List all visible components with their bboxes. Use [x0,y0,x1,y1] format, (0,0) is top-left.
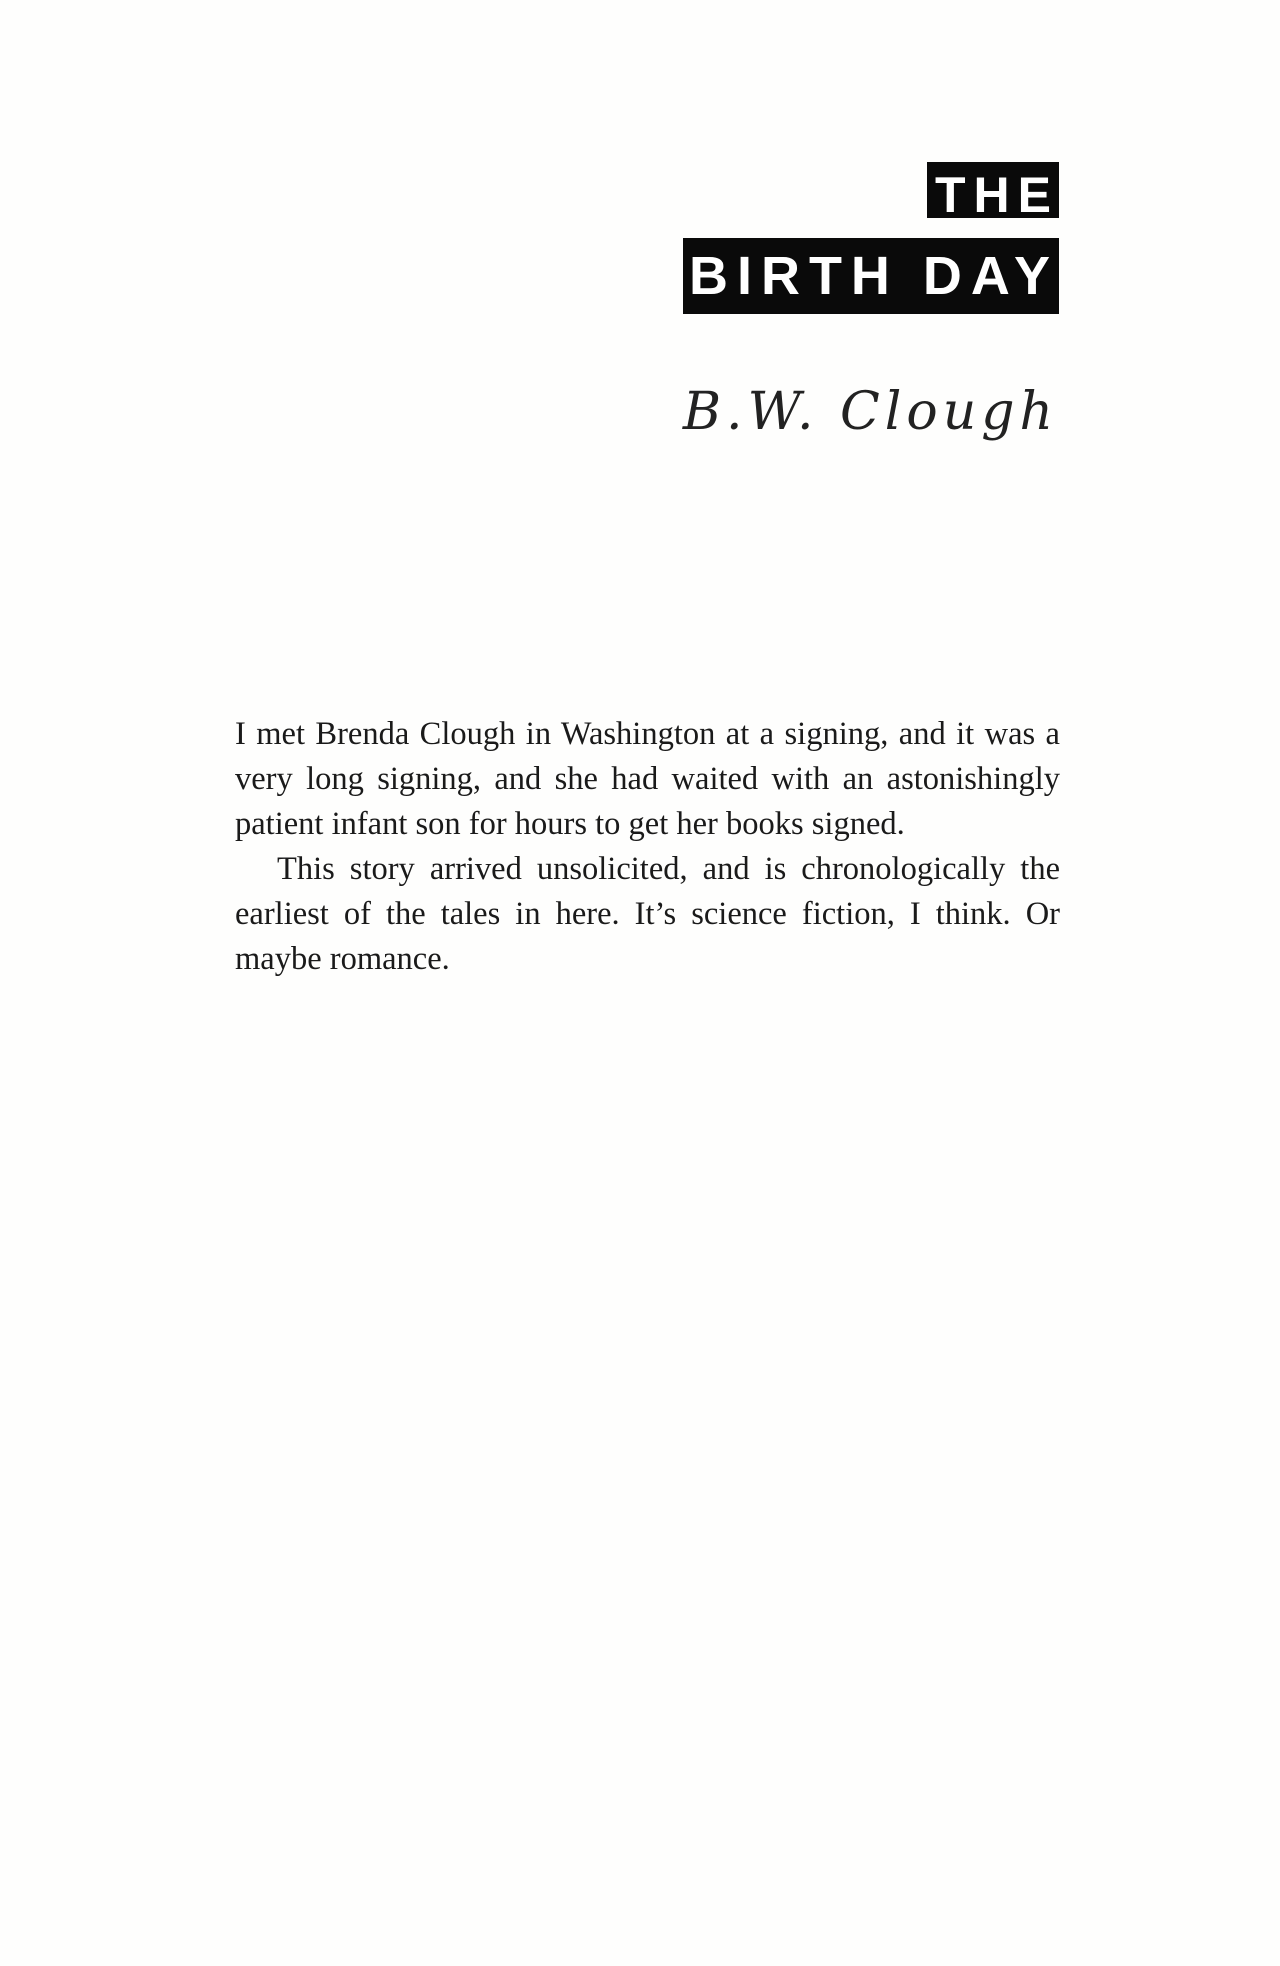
author-name: B.W. Clough [682,382,1058,442]
title-line-birth-day: BIRTH DAY [683,238,1059,314]
intro-paragraph-1: I met Brenda Clough in Washington at a signing, and it was a very long signing, and she had waited with an astonishingly patient infant son for hours to get her books signed. [235,716,1060,842]
introduction-text [235,712,1060,982]
intro-paragraph-2: This story arrived unsolicited, and is chronologically the earliest of the tales in here. It’s science fiction, I think. Or maybe romance. [235,851,1060,977]
title-line-the: THE [927,162,1059,218]
story-title [683,162,1059,314]
